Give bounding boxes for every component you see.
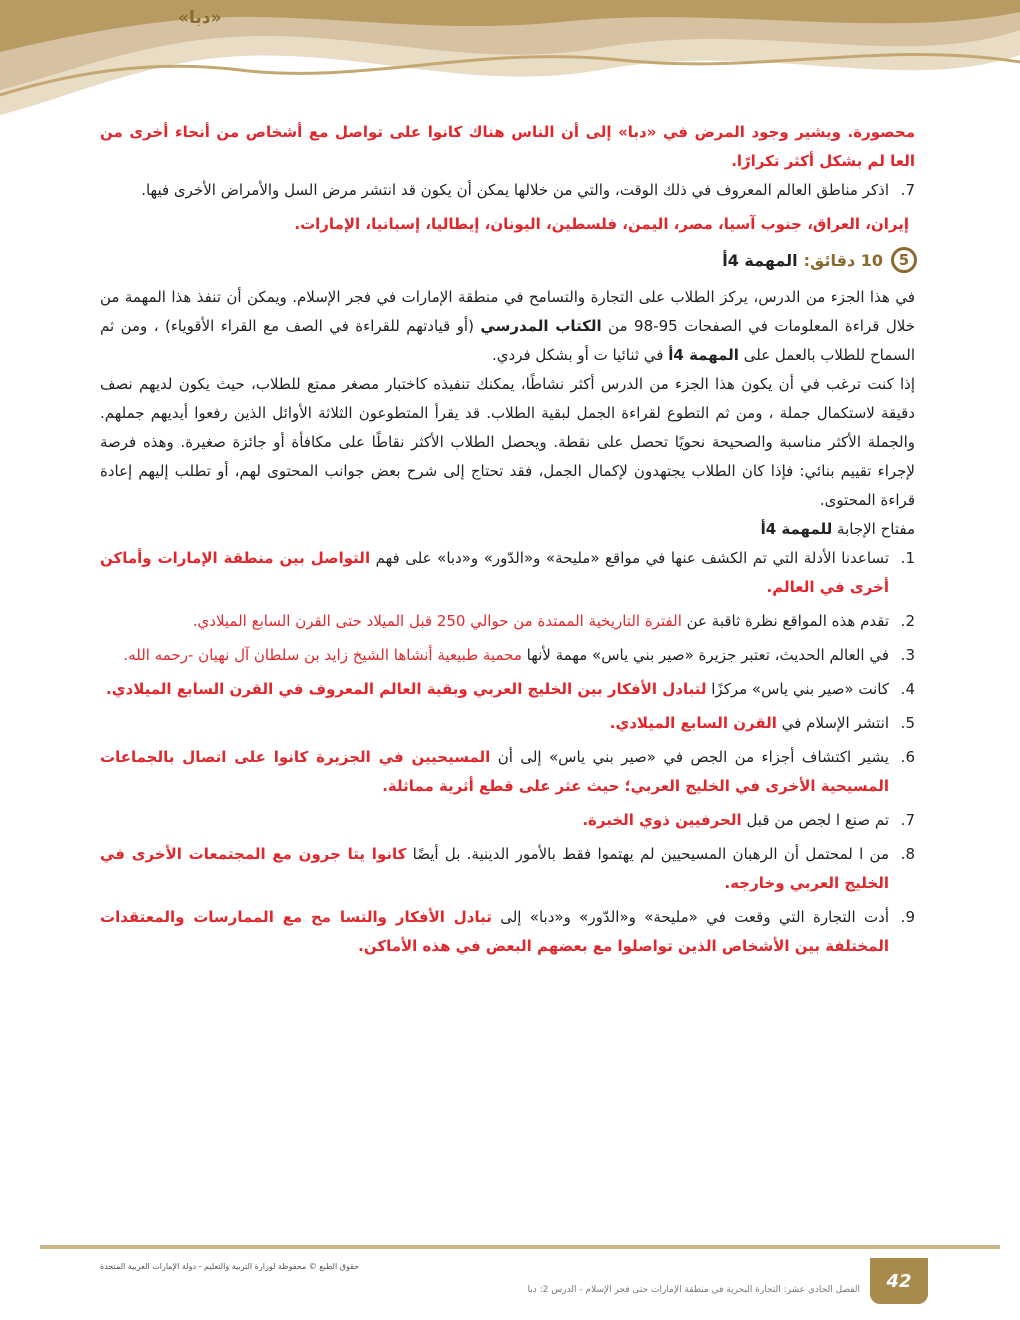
- answer-prompt: انتشر الإسلام في: [781, 714, 889, 732]
- paragraph-1-part-2: (أو قيادتهم للقراءة في الصف مع القراء الأقوياء) ، ومن ثم السماح للطلاب بالعمل على: [100, 317, 915, 364]
- answer-prompt: تساعدنا الأدلة التي تم الكشف عنها في مواقع «مليحة» و«الدّور» و«دبا» على فهم: [375, 549, 889, 567]
- answer-prompt: أدت التجارة التي وقعت في «مليحة» و«الدّور» و«دبا» إلى: [500, 908, 889, 926]
- page-number: 42: [870, 1258, 928, 1304]
- answer-number: 7.: [900, 811, 915, 829]
- task-time: 10 دقائق:: [803, 250, 883, 270]
- answer-number: 9.: [900, 908, 915, 926]
- answer-item: [100, 840, 915, 898]
- question-7-answer: إيران، العراق، جنوب آسيا، مصر، اليمن، فلسطين، اليونان، إيطاليا، إسبانيا، الإمارات.: [294, 215, 909, 233]
- answer-item: [100, 544, 915, 602]
- answer-number: 3.: [900, 646, 915, 664]
- answer-text: التواصل بين منطقة الإمارات وأماكن أخرى في العالم.: [100, 549, 889, 596]
- paragraph-1-part-1: في هذا الجزء من الدرس، يركز الطلاب على التجارة والتسامح في منطقة الإمارات في فجر الإسلام. ويمكن أن تنفذ هذا المهمة من خلال قراءة المعلومات في الصفحات 95-98 من: [100, 288, 915, 335]
- task-heading: [100, 243, 915, 277]
- footer-divider: [40, 1245, 1000, 1249]
- header-decorative-wave: [0, 0, 1020, 125]
- answer-prompt: تقدم هذه المواقع نظرة ثاقبة عن: [686, 612, 889, 630]
- answer-item: [100, 709, 915, 738]
- answer-text: القرن السابع الميلادي.: [609, 714, 777, 732]
- answer-key-title: [100, 515, 915, 544]
- answer-number: 1.: [900, 549, 915, 567]
- task-name: المهمة 4أ: [722, 250, 798, 270]
- answer-key-list: [100, 544, 915, 961]
- task-reference: المهمة 4أ: [668, 346, 739, 364]
- answer-prompt: من ا لمحتمل أن الرهبان المسيحيين لم يهتموا فقط بالأمور الدينية. بل أيضًا: [412, 845, 890, 863]
- paragraph-1-part-3: في ثنائيا ت أو بشكل فردي.: [492, 346, 664, 364]
- answer-number: 6.: [900, 748, 915, 766]
- answer-item: [100, 675, 915, 704]
- answer-item: [100, 743, 915, 801]
- question-number: 7.: [900, 181, 915, 199]
- answer-key-title-task: للمهمة 4أ: [760, 520, 833, 538]
- answer-text: المسيحيين في الجزيرة كانوا على اتصال بالجماعات المسيحية الأخرى في الخليج العربي؛ حيث عثر على قطع أثرية مماثلة.: [100, 748, 889, 795]
- answer-item: [100, 903, 915, 961]
- answer-key-title-prefix: مفتاح الإجابة: [837, 520, 915, 538]
- paragraph-2: إذا كنت ترغب في أن يكون هذا الجزء من الدرس أكثر نشاطًا، يمكنك تنفيذه كاختبار مصغر ممتع للطلاب، حيث يكون لديهم نصف دقيقة لاستكمال جملة ، ومن ثم التطوع لقراءة الجمل لبقية الطلاب. قد يقرأ المتطوعون الثلاثة الأوائل الذين رفعوا أيديهم جملهم. والجملة الأكثر مناسبة والصحيحة نحويًا تحصل على نقطة. ويحصل الطلاب الأكثر نقاطًا على مكافأة أو جائزة صغيرة. وهذه فرصة لإجراء تقييم بنائي: فإذا كان الطلاب يجتهدون لإكمال الجمل، فقد تحتاج إلى شرح بعض جوانب المحتوى لهم، أو تطلب إليهم إعادة قراءة المحتوى.: [100, 375, 915, 509]
- task-number-icon: 5: [891, 247, 917, 273]
- answer-item: [100, 607, 915, 636]
- answer-prompt: في العالم الحديث، تعتبر جزيرة «صير بني ياس» مهمة لأنها: [526, 646, 889, 664]
- answer-item: [100, 806, 915, 835]
- footer-breadcrumb: الفصل الحادي عشر: التجارة البحرية في منطقة الإمارات حتى فجر الإسلام - الدرس 2: دبا: [527, 1285, 860, 1295]
- answer-number: 8.: [900, 845, 915, 863]
- question-7: [100, 176, 915, 205]
- question-7-list: [100, 176, 915, 205]
- answer-text: الحرفيين ذوي الخبرة.: [582, 811, 742, 829]
- answer-number: 2.: [900, 612, 915, 630]
- answer-prompt: تم صنع ا لجص من قبل: [746, 811, 889, 829]
- textbook-reference: الكتاب المدرسي: [480, 317, 602, 335]
- answer-number: 4.: [900, 680, 915, 698]
- answer-text: محمية طبيعية أنشاها الشيخ زايد بن سلطان آل نهيان -رحمه الله.: [123, 646, 522, 664]
- paragraph-1: [100, 283, 915, 370]
- answer-item: [100, 641, 915, 670]
- answer-text: الفترة التاريخية الممتدة من حوالي 250 قبل الميلاد حتى القرن السابع الميلادي.: [192, 612, 682, 630]
- footer-copyright: حقوق الطبع © محفوظة لوزارة التربية والتعليم - دولة الإمارات العربية المتحدة: [100, 1262, 360, 1271]
- answer-text: لتبادل الأفكار بين الخليج العربي وبقية العالم المعروف في القرن السابع الميلادي.: [106, 680, 707, 698]
- continuation-answer: محصورة. ويشير وجود المرض في «دبا» إلى أن الناس هناك كانوا على تواصل مع أشخاص من أنحاء أخرى من العا لم بشكل أكثر تكرارًا.: [100, 123, 915, 170]
- question-7-text: اذكر مناطق العالم المعروف في ذلك الوقت، والتي من خلالها يمكن أن يكون قد انتشر مرض السل والأمراض الأخرى فيها.: [141, 181, 889, 199]
- answer-prompt: كانت «صير بني ياس» مركزًا: [711, 680, 889, 698]
- answer-text: كانوا يتا جرون مع المجتمعات الأخرى في الخليج العربي وخارجه.: [100, 845, 889, 892]
- answer-prompt: يشير اكتشاف أجزاء من الجص في «صير بني ياس» إلى أن: [497, 748, 889, 766]
- answer-number: 5.: [900, 714, 915, 732]
- main-content: [100, 118, 915, 966]
- answer-text: تبادل الأفكار والتسا مح مع الممارسات والمعتقدات المختلفة بين الأشخاص الذين تواصلوا مع بعضهم البعض في هذه الأماكن.: [100, 908, 889, 955]
- header-title: «دبا»: [178, 8, 222, 28]
